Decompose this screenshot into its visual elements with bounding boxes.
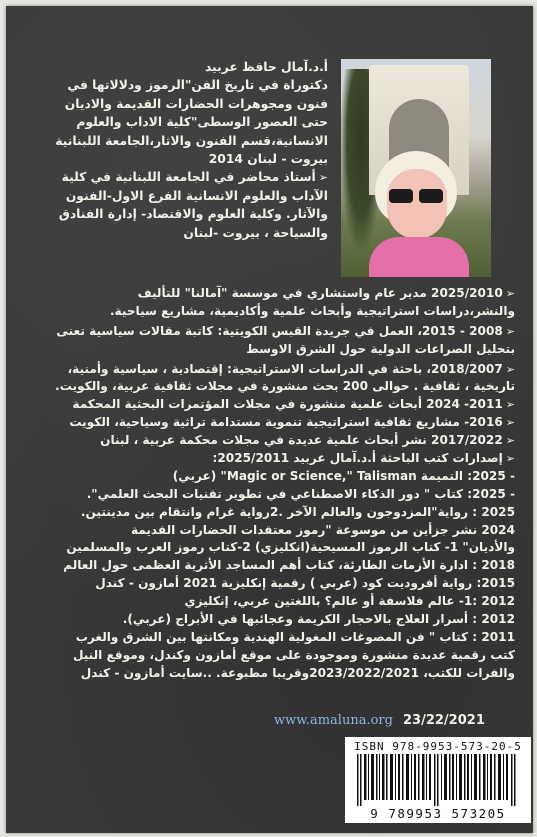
publication-line: والأديان" 1- كتاب الرموز المسيحية(انكليزي) 2-كتاب رموز العرب والمسلمين bbox=[66, 540, 515, 555]
career-line: تاريخية ، ثقافية . حوالى 200 بحث منشورة في مجلات ثقافية عربية، والكويت. bbox=[55, 379, 515, 394]
website-link[interactable]: www.amaluna.org bbox=[274, 713, 393, 728]
career-line: ➢2011- 2024 أبحاث علمية منشورة في مجلات المؤتمرات البحثية المحكمة bbox=[23, 396, 515, 414]
career-line: ➢2008 - 2015، العمل في جريدة القبس الكويتية: كاتبة مقالات سياسية تعنى bbox=[23, 323, 515, 341]
barcode-digits: 9 789953 573205 bbox=[370, 806, 506, 821]
bio-line: الآداب والعلوم الانسانية الفرع الاول-الفنون bbox=[65, 188, 328, 203]
publications-heading: ➢إصدارات كتب الباحثة أ.د.آمال عربيد 2025/2011: bbox=[23, 450, 515, 468]
career-line: بتحليل الصراعات الدولية حول الشرق الاوسط bbox=[246, 341, 515, 356]
publication-line: 2012 :1- عالم فلاسفة أو عالم؟ باللغتين عربي، إنكليزي bbox=[184, 594, 515, 609]
bio-line: ➢أستاذ محاضر في الجامعة اللبنانية في كلية bbox=[18, 168, 328, 186]
arrow-bullet-icon: ➢ bbox=[505, 416, 515, 430]
bio-line: والآثار. وكلية العلوم والاقتصاد- إدارة الفنادق bbox=[58, 207, 328, 222]
footer-dates: 23/22/2021 bbox=[403, 713, 485, 728]
publication-line: 2012 : أسرار العلاج بالاحجار الكريمة وعجائبها في الأبراج (عربي). bbox=[122, 612, 515, 627]
bio-line: دكتوراة في تاريخ الفن"الرموز ودلالاتها في bbox=[67, 78, 328, 93]
publication-line: كتب رقمية عديدة منشورة وموجودة على موقع أمازون وكندل، وموقع النيل bbox=[72, 647, 515, 662]
barcode-bars bbox=[355, 754, 521, 806]
career-line: ➢2016- مشاريع ثقافية استراتيجية تنموية مستدامة تراثية وسياحية، الكويت bbox=[23, 414, 515, 432]
book-back-cover bbox=[6, 6, 533, 833]
publication-line: 2018 : ادارة الأزمات الطارئة، كتاب أهم المساجد الأثرية العظمى حول العالم bbox=[63, 558, 515, 573]
publication-line: 2015: رواية أفروديت كود (عربي ) رقمية إنكليزية 2021 أمازون - كندل bbox=[95, 576, 515, 591]
author-photo bbox=[341, 59, 491, 277]
author-bio bbox=[18, 58, 328, 242]
career-line: والنشر،دراسات استراتيجية وأبحاث علمية وأكاديمية، مشاريع سياحية. bbox=[109, 303, 515, 318]
bio-line: فنون ومجوهرات الحضارات القديمة والاديان bbox=[64, 96, 328, 111]
arrow-bullet-icon: ➢ bbox=[505, 434, 515, 448]
career-and-publications bbox=[23, 285, 515, 683]
bio-line: حتى العصور الوسطى"كلية الاداب والعلوم bbox=[76, 115, 328, 130]
career-line: ➢2017/2022 نشر أبحاث علمية عديدة في مجلات محكمة عربية ، لبنان bbox=[23, 432, 515, 450]
publication-line: - 2025: كتاب " دور الذكاء الاصطناعي في تطوير تقنيات البحث العلمي". bbox=[86, 486, 515, 501]
career-line: ➢2018/2007، باحثة في الدراسات الاستراتيجية: إقتصادية ، سياسية وأمنية، bbox=[23, 361, 515, 379]
career-line: ➢2025/2010 مدير عام واستشاري في موسسة "آمالنا" للتأليف bbox=[23, 285, 515, 303]
arrow-bullet-icon: ➢ bbox=[505, 324, 515, 338]
bio-line: الانسانية،قسم الفنون والاثار،الجامعة اللبنانية bbox=[55, 133, 328, 148]
publication-line: 2025 : رواية"المزدوجون والعالم الآخر .2رواية غرام وانتقام بين مدينتين. bbox=[80, 504, 515, 519]
publication-line: 2011 : كتاب " فن المصوغات المغولية الهندية ومكانتها بين الشرق والغرب bbox=[75, 629, 515, 644]
isbn-barcode bbox=[345, 737, 531, 823]
isbn-label: ISBN 978-9953-573-20-5 bbox=[354, 740, 522, 753]
publication-line: 2024 نشر جزأين من موسوعة "رموز معتقدات الحضارات القديمة bbox=[130, 522, 515, 537]
publication-line: والفرات للكتب، 2023/2022/2021وقريبا مطبوعة. ..سايت أمازون - كندل bbox=[80, 665, 515, 680]
bio-line: بيروت - لبنان 2014 bbox=[208, 151, 328, 166]
publication-line: - 2025: التميمة Magic or Science," Talisman" (عربي) bbox=[172, 468, 515, 483]
arrow-bullet-icon: ➢ bbox=[505, 398, 515, 412]
bio-line: والسياحة ، بيروت -لبنان bbox=[183, 225, 328, 240]
arrow-bullet-icon: ➢ bbox=[505, 452, 515, 466]
arrow-bullet-icon: ➢ bbox=[505, 362, 515, 376]
bio-line: أ.د.آمال حافظ عربيد bbox=[204, 60, 328, 74]
arrow-bullet-icon: ➢ bbox=[505, 287, 515, 300]
arrow-bullet-icon: ➢ bbox=[318, 171, 328, 185]
